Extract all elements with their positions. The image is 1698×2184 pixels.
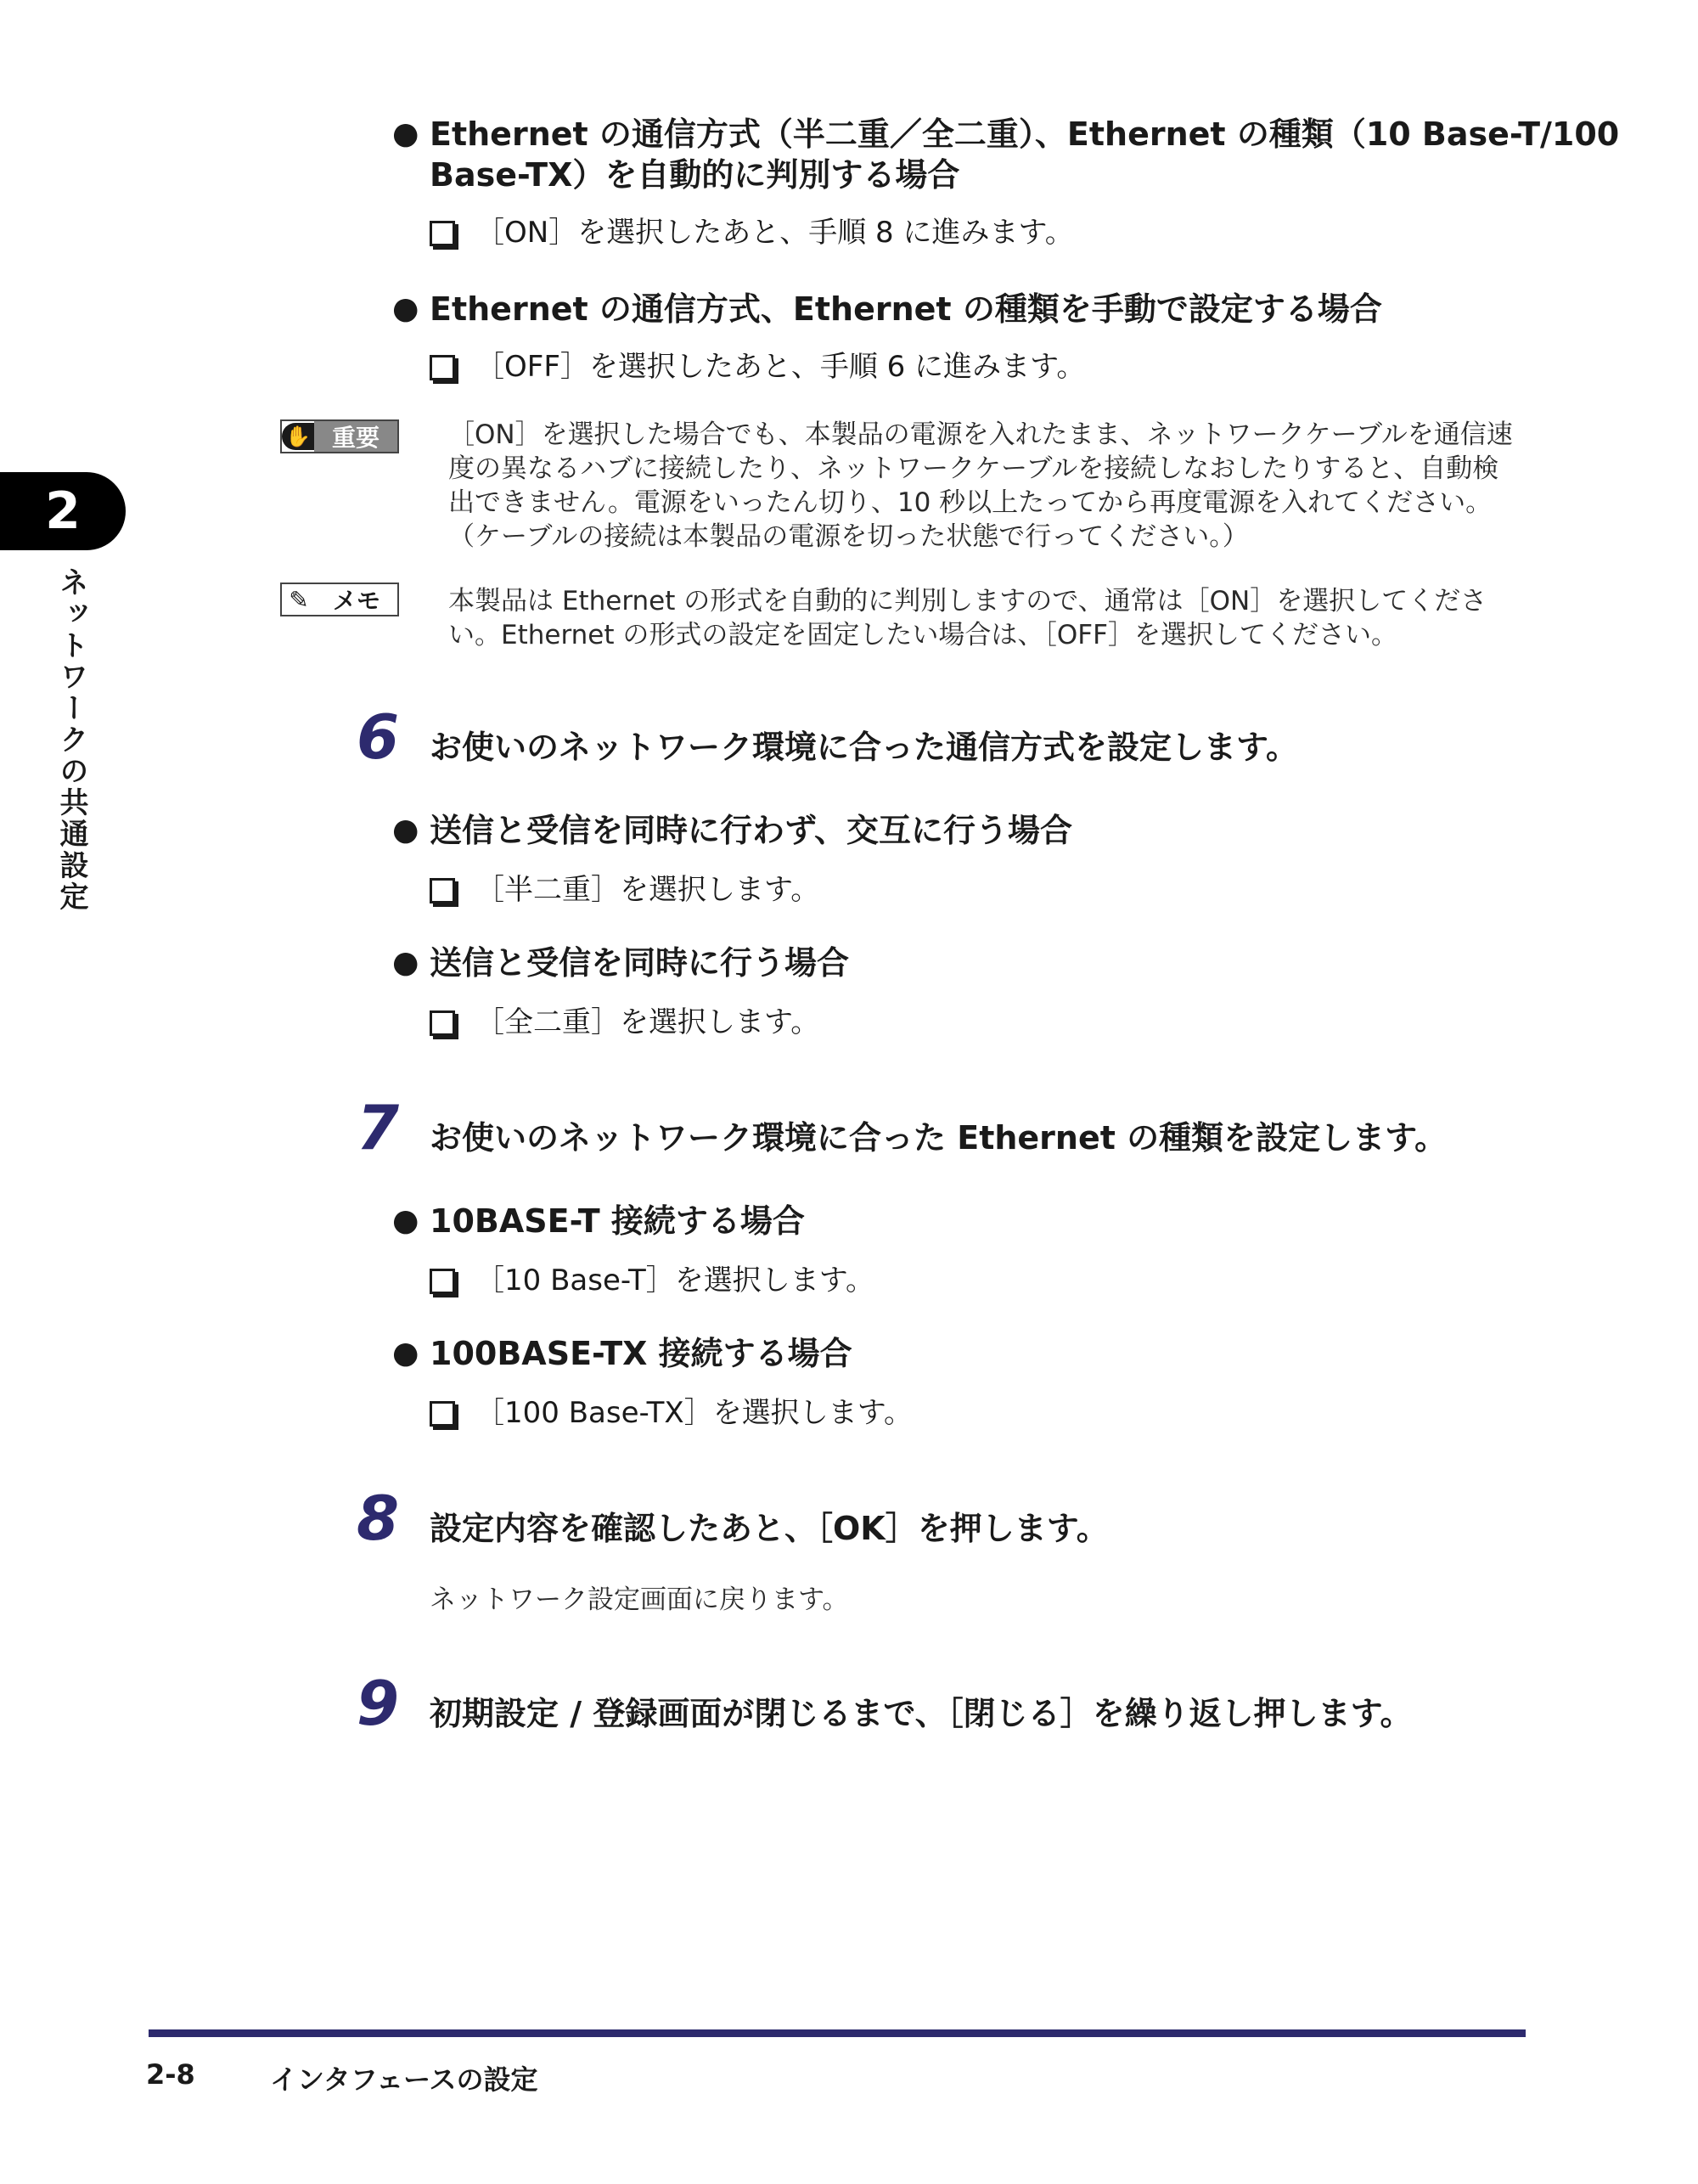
chapter-number: 2 xyxy=(45,481,81,541)
bullet-dot-icon: ● xyxy=(392,291,419,326)
bullet-heading xyxy=(392,1201,805,1241)
note-line: い。Ethernet の形式の設定を固定したい場合は、［OFF］を選択してください。 xyxy=(448,620,1397,650)
checklist-item xyxy=(475,871,819,909)
bullet-heading-line: Ethernet の通信方式、Ethernet の種類を手動で設定する場合 xyxy=(430,290,1382,328)
memo-badge-label: メモ xyxy=(332,587,380,615)
step-title: 設定内容を確認したあと、［OK］を押します。 xyxy=(430,1510,1109,1547)
important-badge xyxy=(280,419,399,453)
step-description: ネットワーク設定画面に戻ります。 xyxy=(430,1585,849,1615)
step-title: 初期設定 / 登録画面が閉じるまで、［閉じる］を繰り返し押します。 xyxy=(430,1695,1413,1732)
checklist-text: ［ON］を選択したあと、手順 8 に進みます。 xyxy=(475,216,1074,250)
checklist-text: ［半二重］を選択します。 xyxy=(475,873,820,907)
bullet-heading-line: Ethernet の通信方式（半二重／全二重）、Ethernet の種類（10 Base-T/100 xyxy=(430,115,1620,153)
bullet-heading xyxy=(392,1333,852,1374)
bullet-heading xyxy=(392,810,1072,851)
pencil-icon: ✎ xyxy=(289,585,309,614)
checklist-item xyxy=(475,214,1074,251)
footer-rule xyxy=(149,2029,1526,2037)
bullet-dot-icon: ● xyxy=(392,1203,419,1238)
note-line: 度の異なるハブに接続したり、ネットワークケーブルを接続しなおしたりすると、自動検 xyxy=(448,453,1499,484)
checklist-item xyxy=(475,348,1085,386)
bullet-dot-icon: ● xyxy=(392,813,419,847)
footer-section-title: インタフェースの設定 xyxy=(270,2063,538,2096)
bullet-dot-icon: ● xyxy=(392,945,419,980)
checklist-item xyxy=(475,1262,874,1299)
step-number: 6 xyxy=(357,701,400,773)
checklist-text: ［OFF］を選択したあと、手順 6 に進みます。 xyxy=(475,350,1086,384)
bullet-heading xyxy=(392,943,850,983)
bullet-heading xyxy=(392,114,1620,195)
checklist-item xyxy=(475,1004,819,1041)
step-number: 8 xyxy=(357,1483,400,1554)
step-title: お使いのネットワーク環境に合った通信方式を設定します。 xyxy=(430,729,1298,766)
checkbox-icon xyxy=(430,1010,455,1036)
chapter-tab xyxy=(0,472,126,550)
step-number: 7 xyxy=(357,1092,400,1163)
checkbox-icon xyxy=(430,1401,455,1427)
page-number: 2-8 xyxy=(146,2058,195,2091)
bullet-heading-line: 送信と受信を同時に行う場合 xyxy=(430,944,850,982)
hand-stop-icon: ✋ xyxy=(282,423,314,450)
important-text xyxy=(448,418,1513,554)
checkbox-icon xyxy=(430,878,455,903)
bullet-heading-line: 10BASE-T 接続する場合 xyxy=(430,1202,805,1240)
checkbox-icon xyxy=(430,1269,455,1294)
checklist-item xyxy=(475,1394,913,1432)
note-line: 本製品は Ethernet の形式を自動的に判別しますので、通常は［ON］を選択してくださ xyxy=(448,586,1487,616)
note-line: ［ON］を選択した場合でも、本製品の電源を入れたまま、ネットワークケーブルを通信速 xyxy=(448,419,1513,450)
checkbox-icon xyxy=(430,221,455,246)
bullet-dot-icon: ● xyxy=(392,1336,419,1371)
checklist-text: ［10 Base-T］を選択します。 xyxy=(475,1264,875,1297)
memo-badge xyxy=(280,583,399,616)
important-badge-label: 重要 xyxy=(314,421,397,452)
checklist-text: ［100 Base-TX］を選択します。 xyxy=(475,1396,913,1430)
bullet-heading-line: 100BASE-TX 接続する場合 xyxy=(430,1335,852,1372)
chapter-side-label: ネットワークの共通設定 xyxy=(54,567,88,913)
note-line: （ケーブルの接続は本製品の電源を切った状態で行ってください。） xyxy=(448,521,1249,552)
checklist-text: ［全二重］を選択します。 xyxy=(475,1005,820,1039)
step-number: 9 xyxy=(357,1668,400,1739)
bullet-dot-icon: ● xyxy=(392,116,419,151)
memo-text xyxy=(448,584,1487,652)
step-title: お使いのネットワーク環境に合った Ethernet の種類を設定します。 xyxy=(430,1119,1448,1157)
note-line: 出できません。電源をいったん切り、10 秒以上たってから再度電源を入れてください。 xyxy=(448,487,1493,518)
bullet-heading-line: 送信と受信を同時に行わず、交互に行う場合 xyxy=(430,812,1072,849)
bullet-heading xyxy=(392,289,1382,329)
checkbox-icon xyxy=(430,355,455,380)
bullet-heading-line: Base-TX）を自動的に判別する場合 xyxy=(430,156,960,194)
